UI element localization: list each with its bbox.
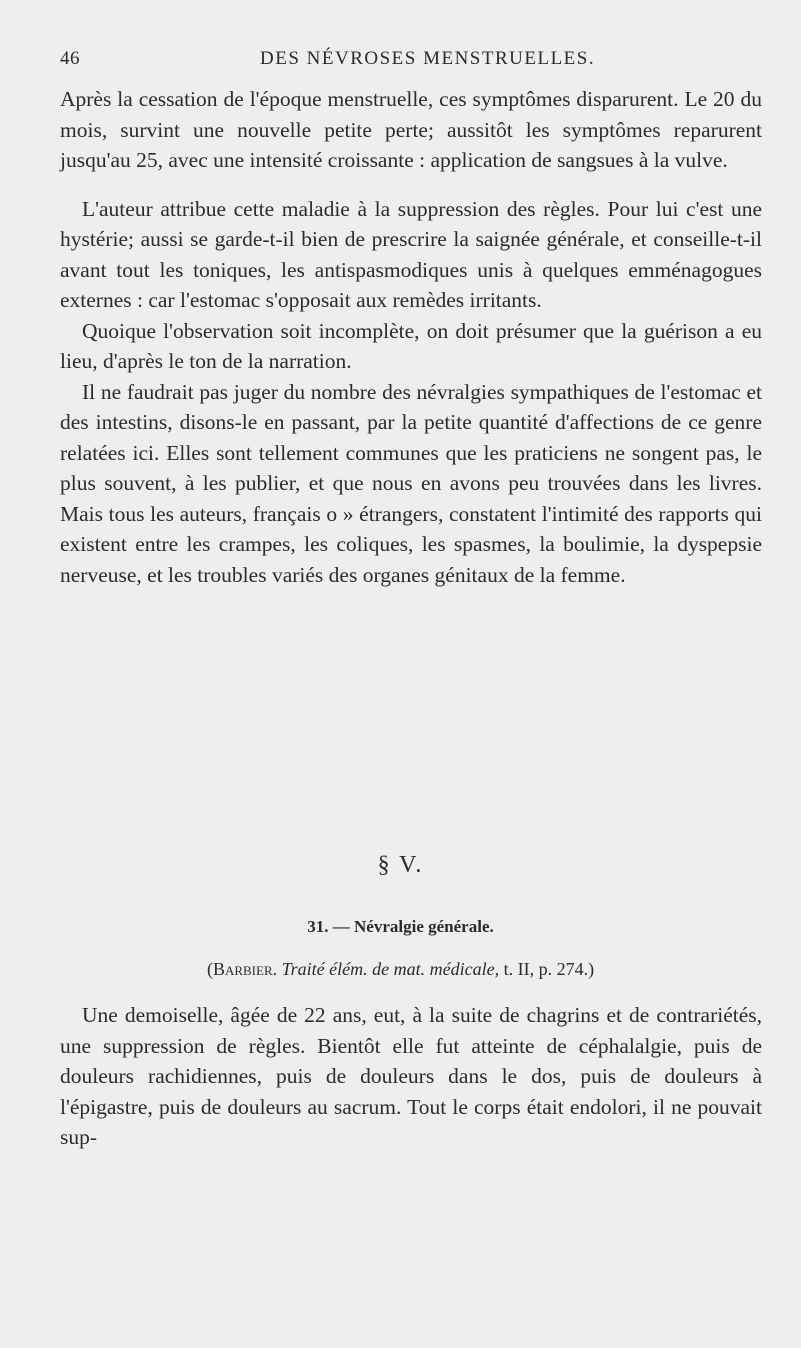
citation-work: Traité élém. de mat. médicale, <box>281 959 500 979</box>
case-text <box>60 1000 762 1153</box>
paragraph-3: Quoique l'observation soit incomplète, on doit présumer que la guérison a eu lieu, d'après le ton de la narration. <box>60 318 762 373</box>
paragraph-4: Il ne faudrait pas juger du nombre des névralgies sympathiques de l'estomac et des intestins, disons-le en passant, par la petite quantité d'affections de ce genre relatées ici. Elles sont tellement communes que les praticiens ne songent pas, le plus souvent, à les publier, et que nous en avons peu trouvées dans les livres. Mais tous les auteurs, français o » étrangers, constatent l'intimité des rapports qui existent entre les crampes, les coliques, les spasmes, la boulimie, la dyspepsie nerveuse, et les troubles variés des organes génitaux de la femme. <box>60 379 762 587</box>
paragraph-2: L'auteur attribue cette maladie à la suppression des règles. Pour lui c'est une hystérie; aussi se garde-t-il bien de prescrire la saignée générale, et conseille-t-il avant tout les toniques, les antispasmodiques unis à quelques emménagogues externes : car l'estomac s'opposait aux remèdes irritants. <box>60 196 762 312</box>
case-dash: — <box>332 917 350 936</box>
case-title: Névralgie générale. <box>354 917 494 936</box>
running-title: DES NÉVROSES MENSTRUELLES. <box>260 48 596 69</box>
case-number: 31. <box>307 917 329 936</box>
case-heading <box>0 917 801 937</box>
running-head <box>60 48 762 72</box>
case-paragraph: Une demoiselle, âgée de 22 ans, eut, à la suite de chagrins et de contrariétés, une suppression de règles. Bientôt elle fut atteinte de céphalalgie, puis de douleurs rachidiennes, puis de douleurs dans le dos, puis de douleurs à l'épigastre, puis de douleurs au sacrum. Tout le corps était endolori, il ne pouvait sup- <box>60 1003 762 1149</box>
paragraph-1: Après la cessation de l'époque menstruelle, ces symptômes disparurent. Le 20 du mois, survint une nouvelle petite perte; aussitôt les symptômes reparurent jusqu'au 25, avec une intensité croissante : application de sangsues à la vulve. <box>60 87 762 172</box>
citation <box>0 959 801 980</box>
citation-open: ( <box>206 959 213 979</box>
citation-author: Barbier. <box>212 959 278 979</box>
body-text <box>60 84 762 590</box>
section-mark: § V. <box>377 852 424 878</box>
citation-rest: t. II, p. 274.) <box>503 959 595 979</box>
page-number: 46 <box>60 48 80 69</box>
